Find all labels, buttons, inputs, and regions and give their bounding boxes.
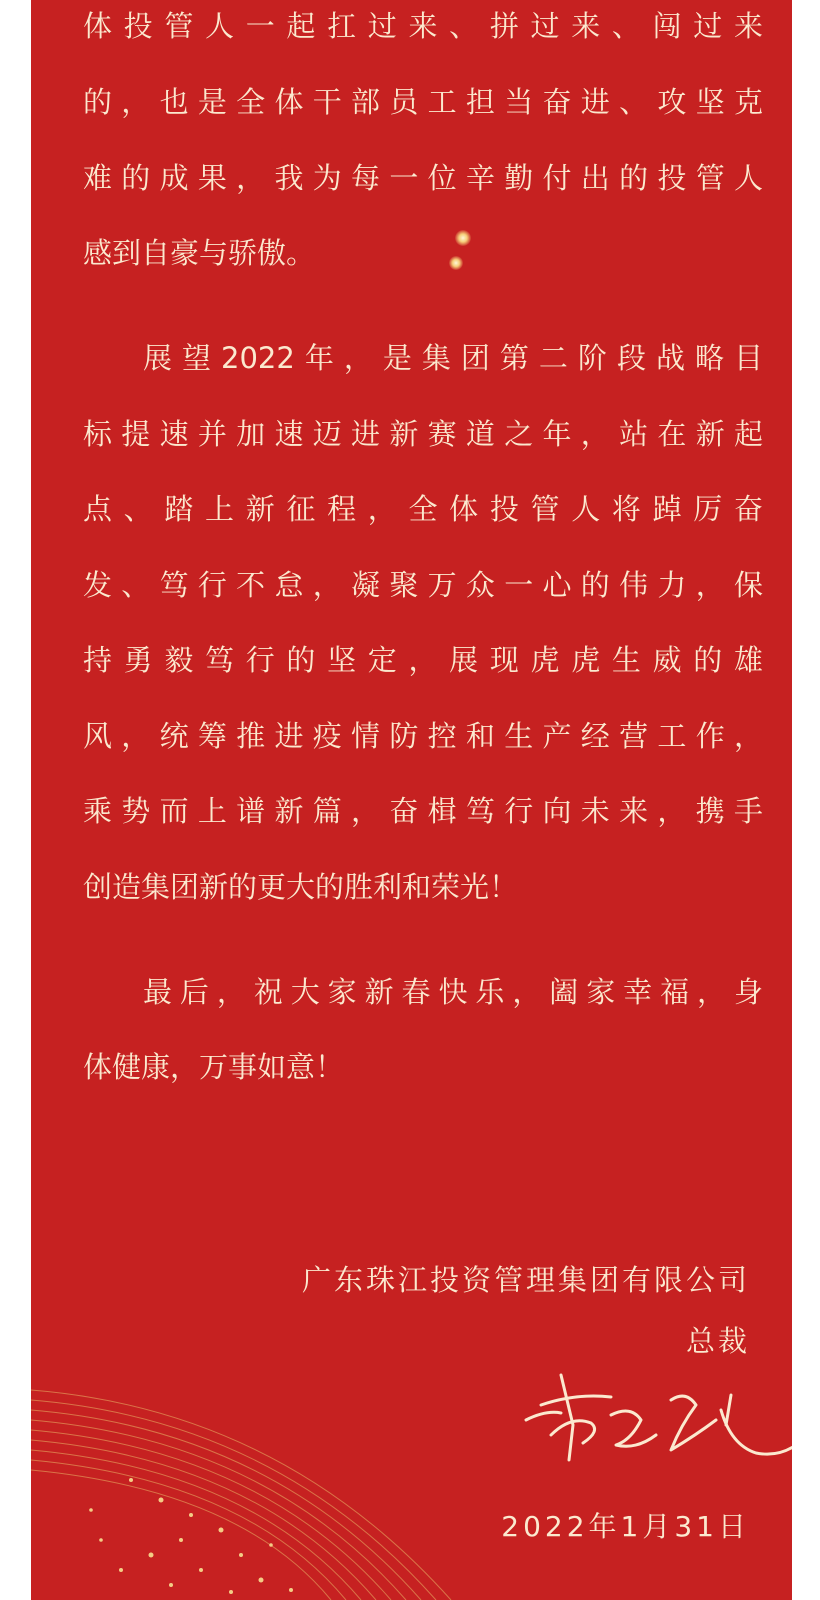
paragraph-1-line: 难的成果，我为每一位辛勤付出的投管人	[83, 161, 763, 195]
paragraph-2-line: 乘势而上谱新篇，奋楫笃行向未来，携手	[83, 794, 763, 828]
paragraph-3-line: 最后，祝大家新春快乐，阖家幸福，身	[143, 975, 763, 1009]
decorative-arcs	[31, 1370, 491, 1600]
company-name: 广东珠江投资管理集团有限公司	[301, 1263, 750, 1297]
paragraph-2-line: 持勇毅笃行的坚定，展现虎虎生威的雄	[83, 643, 763, 677]
letter-card	[31, 0, 792, 1600]
paragraph-2-line: 风，统筹推进疫情防控和生产经营工作，	[83, 719, 763, 753]
paragraph-2-line: 发、笃行不怠，凝聚万众一心的伟力，保	[83, 568, 763, 602]
signer-title: 总裁	[685, 1324, 750, 1358]
letter-date: 2022年1月31日	[501, 1510, 750, 1543]
paragraph-2-line: 创造集团新的更大的胜利和荣光！	[83, 870, 519, 904]
paragraph-2-line: 标提速并加速迈进新赛道之年，站在新起	[83, 417, 763, 451]
paragraph-2-line: 点、踏上新征程，全体投管人将踔厉奋	[83, 492, 763, 526]
paragraph-1-line: 的，也是全体干部员工担当奋进、攻坚克	[83, 85, 763, 119]
paragraph-1-line: 体投管人一起扛过来、拼过来、闯过来	[83, 9, 763, 43]
paragraph-3-line: 体健康，万事如意！	[83, 1050, 345, 1084]
paragraph-1-line: 感到自豪与骄傲。	[83, 236, 316, 270]
handwritten-signature	[521, 1365, 792, 1475]
paragraph-2-line: 展望2022年，是集团第二阶段战略目	[143, 341, 763, 375]
